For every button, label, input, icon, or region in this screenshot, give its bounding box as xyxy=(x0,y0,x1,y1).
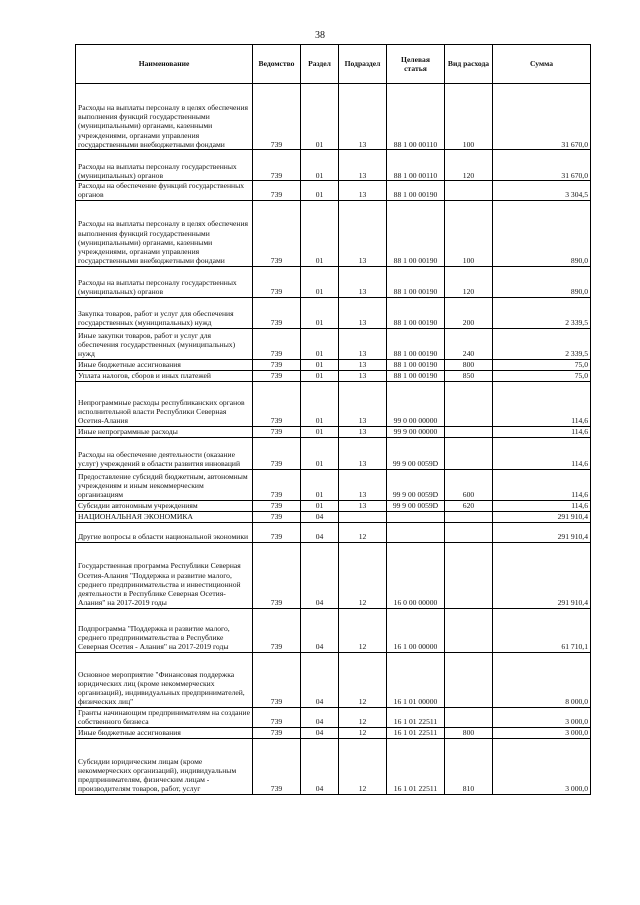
row-razdel: 04 xyxy=(301,522,339,542)
row-podrazdel: 12 xyxy=(339,522,387,542)
table-row xyxy=(76,437,591,469)
row-target: 88 1 00 00190 xyxy=(387,359,445,370)
row-razdel: 01 xyxy=(301,500,339,511)
table-row xyxy=(76,150,591,181)
table-row xyxy=(76,738,591,794)
row-podrazdel: 13 xyxy=(339,437,387,469)
row-vedomstvo: 739 xyxy=(253,522,301,542)
row-vedomstvo: 739 xyxy=(253,511,301,522)
row-razdel: 01 xyxy=(301,181,339,201)
row-podrazdel: 13 xyxy=(339,266,387,297)
row-vid: 120 xyxy=(445,150,493,181)
row-name: Расходы на обеспечение функций государственных органов xyxy=(76,181,253,201)
row-razdel: 01 xyxy=(301,381,339,426)
row-name: Иные бюджетные ассигнования xyxy=(76,359,253,370)
row-name: Уплата налогов, сборов и иных платежей xyxy=(76,370,253,381)
row-summa: 61 710,1 xyxy=(493,608,591,652)
row-name: Государственная программа Республики Северная Осетия-Алания "Поддержка и развитие малого, среднего предпринимательства и инвестиционной деятельности в Республике Северная Осетия-Алания" на 2017-2019 годы xyxy=(76,542,253,608)
row-vedomstvo: 739 xyxy=(253,181,301,201)
row-vedomstvo: 739 xyxy=(253,469,301,500)
row-summa: 3 000,0 xyxy=(493,707,591,727)
row-razdel: 04 xyxy=(301,511,339,522)
row-name: Подпрограмма "Поддержка и развитие малого, среднего предпринимательства в Республике Северная Осетия - Алания" на 2017-2019 годы xyxy=(76,608,253,652)
row-target: 88 1 00 00190 xyxy=(387,181,445,201)
row-summa: 291 910,4 xyxy=(493,542,591,608)
table-row xyxy=(76,84,591,150)
row-razdel: 04 xyxy=(301,738,339,794)
row-razdel: 01 xyxy=(301,469,339,500)
row-vedomstvo: 739 xyxy=(253,359,301,370)
row-target: 88 1 00 00110 xyxy=(387,84,445,150)
table-row xyxy=(76,707,591,727)
row-podrazdel: 13 xyxy=(339,84,387,150)
row-target: 16 1 01 22511 xyxy=(387,727,445,738)
row-name: Закупка товаров, работ и услуг для обеспечения государственных (муниципальных) нужд xyxy=(76,297,253,328)
row-target xyxy=(387,511,445,522)
row-vid xyxy=(445,522,493,542)
row-target: 88 1 00 00190 xyxy=(387,297,445,328)
row-vedomstvo: 739 xyxy=(253,437,301,469)
row-vedomstvo: 739 xyxy=(253,426,301,437)
header-name: Наименование xyxy=(76,45,253,84)
row-name: Непрограммные расходы республиканских органов исполнительной власти Республики Северная Осетия-Алания xyxy=(76,381,253,426)
row-name: Субсидии автономным учреждениям xyxy=(76,500,253,511)
row-vid: 620 xyxy=(445,500,493,511)
row-name: Расходы на выплаты персоналу в целях обеспечения выполнения функций государственными (муниципальными) органами, казенными учреждениями, органами управления государственными внебюджетными фондами xyxy=(76,200,253,266)
row-vid xyxy=(445,437,493,469)
table-row xyxy=(76,370,591,381)
row-vid: 800 xyxy=(445,727,493,738)
row-vedomstvo: 739 xyxy=(253,200,301,266)
row-vid: 100 xyxy=(445,84,493,150)
row-podrazdel: 13 xyxy=(339,297,387,328)
row-target: 88 1 00 00110 xyxy=(387,150,445,181)
row-vedomstvo: 739 xyxy=(253,150,301,181)
row-razdel: 01 xyxy=(301,328,339,359)
row-razdel: 01 xyxy=(301,84,339,150)
row-name: Иные закупки товаров, работ и услуг для обеспечения государственных (муниципальных) нужд xyxy=(76,328,253,359)
row-vedomstvo: 739 xyxy=(253,707,301,727)
row-summa: 3 304,5 xyxy=(493,181,591,201)
row-vedomstvo: 739 xyxy=(253,297,301,328)
row-podrazdel: 13 xyxy=(339,150,387,181)
table-row xyxy=(76,522,591,542)
row-target: 99 9 00 0059D xyxy=(387,500,445,511)
header-podrazdel: Подраздел xyxy=(339,45,387,84)
row-vid xyxy=(445,511,493,522)
row-podrazdel: 13 xyxy=(339,359,387,370)
row-name: Иные непрограммные расходы xyxy=(76,426,253,437)
row-podrazdel: 13 xyxy=(339,370,387,381)
table-row xyxy=(76,500,591,511)
row-target: 88 1 00 00190 xyxy=(387,200,445,266)
row-vid: 240 xyxy=(445,328,493,359)
row-summa: 3 000,0 xyxy=(493,727,591,738)
row-razdel: 01 xyxy=(301,150,339,181)
table-row xyxy=(76,426,591,437)
budget-table xyxy=(75,44,591,795)
row-name: Другие вопросы в области национальной экономики xyxy=(76,522,253,542)
table-row xyxy=(76,652,591,707)
header-vid: Вид расхода xyxy=(445,45,493,84)
row-target: 99 0 00 00000 xyxy=(387,381,445,426)
row-vid xyxy=(445,707,493,727)
row-podrazdel: 13 xyxy=(339,328,387,359)
row-podrazdel: 13 xyxy=(339,181,387,201)
row-target: 16 1 01 22511 xyxy=(387,707,445,727)
row-vid xyxy=(445,652,493,707)
row-razdel: 01 xyxy=(301,437,339,469)
row-summa: 75,0 xyxy=(493,359,591,370)
row-summa: 114,6 xyxy=(493,469,591,500)
row-vid: 120 xyxy=(445,266,493,297)
table-row xyxy=(76,266,591,297)
row-razdel: 01 xyxy=(301,297,339,328)
row-vedomstvo: 739 xyxy=(253,370,301,381)
row-razdel: 04 xyxy=(301,652,339,707)
row-podrazdel: 12 xyxy=(339,652,387,707)
table-header-row xyxy=(76,45,591,84)
row-target: 16 1 00 00000 xyxy=(387,608,445,652)
row-summa: 2 339,5 xyxy=(493,297,591,328)
row-target: 88 1 00 00190 xyxy=(387,370,445,381)
row-name: Основное мероприятие "Финансовая поддержка юридических лиц (кроме некоммерческих организаций), индивидуальных предпринимателей, физических лиц" xyxy=(76,652,253,707)
row-vid xyxy=(445,542,493,608)
row-razdel: 01 xyxy=(301,266,339,297)
row-razdel: 04 xyxy=(301,608,339,652)
row-target: 99 9 00 00000 xyxy=(387,426,445,437)
row-summa: 114,6 xyxy=(493,426,591,437)
row-vid xyxy=(445,426,493,437)
row-razdel: 01 xyxy=(301,359,339,370)
page-number: 38 xyxy=(315,30,325,41)
table-row xyxy=(76,542,591,608)
header-vedomstvo: Ведомство xyxy=(253,45,301,84)
row-vid: 800 xyxy=(445,359,493,370)
row-summa: 3 000,0 xyxy=(493,738,591,794)
row-name: Субсидии юридическим лицам (кроме некоммерческих организаций), индивидуальным предпринимателям, физическим лицам - производителям товаров, работ, услуг xyxy=(76,738,253,794)
row-podrazdel: 13 xyxy=(339,381,387,426)
row-target: 99 9 00 0059D xyxy=(387,469,445,500)
row-target xyxy=(387,522,445,542)
row-summa: 291 910,4 xyxy=(493,522,591,542)
row-target: 88 1 00 00190 xyxy=(387,328,445,359)
row-podrazdel: 12 xyxy=(339,727,387,738)
row-vid xyxy=(445,608,493,652)
row-vid: 850 xyxy=(445,370,493,381)
row-summa: 31 670,0 xyxy=(493,84,591,150)
header-summa: Сумма xyxy=(493,45,591,84)
row-vid xyxy=(445,181,493,201)
table-row xyxy=(76,608,591,652)
row-podrazdel: 12 xyxy=(339,608,387,652)
header-razdel: Раздел xyxy=(301,45,339,84)
row-podrazdel: 12 xyxy=(339,738,387,794)
row-name: Предоставление субсидий бюджетным, автономным учреждениям и иным некоммерческим организациям xyxy=(76,469,253,500)
row-razdel: 04 xyxy=(301,542,339,608)
row-name: Расходы на выплаты персоналу в целях обеспечения выполнения функций государственными (муниципальными) органами, казенными учреждениями, органами управления государственными внебюджетными фондами xyxy=(76,84,253,150)
row-summa: 31 670,0 xyxy=(493,150,591,181)
row-name: Расходы на выплаты персоналу государственных (муниципальных) органов xyxy=(76,150,253,181)
table-row xyxy=(76,727,591,738)
row-summa: 8 000,0 xyxy=(493,652,591,707)
row-vedomstvo: 739 xyxy=(253,727,301,738)
row-target: 16 1 01 22511 xyxy=(387,738,445,794)
row-razdel: 04 xyxy=(301,727,339,738)
row-vedomstvo: 739 xyxy=(253,542,301,608)
table-row xyxy=(76,381,591,426)
header-target: Целевая статья xyxy=(387,45,445,84)
row-vedomstvo: 739 xyxy=(253,738,301,794)
row-name: Иные бюджетные ассигнования xyxy=(76,727,253,738)
row-podrazdel: 12 xyxy=(339,542,387,608)
row-name: Расходы на обеспечение деятельности (оказание услуг) учреждений в области развития инноваций xyxy=(76,437,253,469)
row-summa: 75,0 xyxy=(493,370,591,381)
row-podrazdel: 13 xyxy=(339,500,387,511)
row-vid: 810 xyxy=(445,738,493,794)
row-vedomstvo: 739 xyxy=(253,381,301,426)
row-target: 88 1 00 00190 xyxy=(387,266,445,297)
row-podrazdel: 13 xyxy=(339,426,387,437)
row-vid: 100 xyxy=(445,200,493,266)
row-razdel: 01 xyxy=(301,426,339,437)
row-summa: 890,0 xyxy=(493,200,591,266)
row-podrazdel: 13 xyxy=(339,200,387,266)
row-summa: 114,6 xyxy=(493,381,591,426)
row-summa: 291 910,4 xyxy=(493,511,591,522)
row-target: 16 1 01 00000 xyxy=(387,652,445,707)
row-podrazdel: 13 xyxy=(339,469,387,500)
row-summa: 890,0 xyxy=(493,266,591,297)
row-vid: 600 xyxy=(445,469,493,500)
table-row xyxy=(76,297,591,328)
row-razdel: 01 xyxy=(301,200,339,266)
row-target: 16 0 00 00000 xyxy=(387,542,445,608)
row-name: Расходы на выплаты персоналу государственных (муниципальных) органов xyxy=(76,266,253,297)
row-razdel: 04 xyxy=(301,707,339,727)
table-row xyxy=(76,200,591,266)
row-summa: 114,6 xyxy=(493,437,591,469)
row-vedomstvo: 739 xyxy=(253,500,301,511)
row-vedomstvo: 739 xyxy=(253,652,301,707)
table-row xyxy=(76,359,591,370)
table-body xyxy=(76,84,591,795)
row-summa: 2 339,5 xyxy=(493,328,591,359)
row-podrazdel xyxy=(339,511,387,522)
row-vid: 200 xyxy=(445,297,493,328)
row-vedomstvo: 739 xyxy=(253,266,301,297)
row-vedomstvo: 739 xyxy=(253,608,301,652)
row-name: НАЦИОНАЛЬНАЯ ЭКОНОМИКА xyxy=(76,511,253,522)
table-row xyxy=(76,328,591,359)
table-row xyxy=(76,511,591,522)
row-razdel: 01 xyxy=(301,370,339,381)
row-target: 99 9 00 0059D xyxy=(387,437,445,469)
table-row xyxy=(76,469,591,500)
row-vid xyxy=(445,381,493,426)
row-vedomstvo: 739 xyxy=(253,84,301,150)
row-podrazdel: 12 xyxy=(339,707,387,727)
row-summa: 114,6 xyxy=(493,500,591,511)
row-vedomstvo: 739 xyxy=(253,328,301,359)
table-row xyxy=(76,181,591,201)
row-name: Гранты начинающим предпринимателям на создание собственного бизнеса xyxy=(76,707,253,727)
